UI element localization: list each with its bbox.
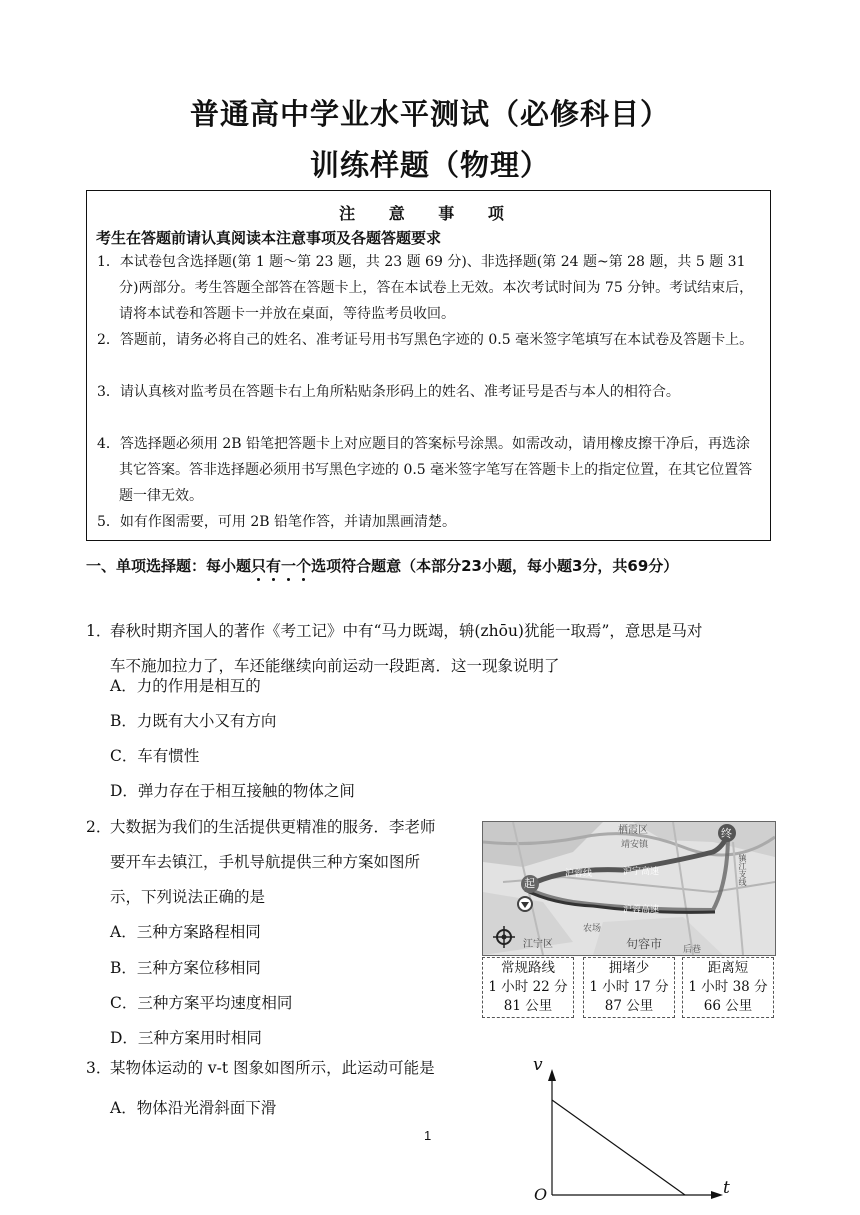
map-label: 镇江支线 — [738, 854, 747, 886]
route-option-card — [682, 957, 774, 1018]
t-axis-label: t — [723, 1178, 730, 1198]
option-d[interactable]: D．三种方案用时相同 — [110, 1029, 262, 1047]
notice-box — [86, 190, 771, 541]
page-number: 1 — [424, 1128, 432, 1143]
map-label: 农场 — [583, 924, 602, 934]
option-b[interactable]: B．力既有大小又有方向 — [110, 712, 277, 730]
map-label: 栖霞区 — [618, 825, 648, 836]
notice-item: 3．请认真核对监考员在答题卡右上角所粘贴条形码上的姓名、准考证号是否与本人的相符合。 — [97, 384, 680, 400]
end-marker: 终 — [721, 827, 732, 840]
question-text: 某物体运动的 v-t 图象如图所示，此运动可能是 — [110, 1059, 435, 1077]
option-c[interactable]: C．车有惯性 — [110, 747, 200, 765]
map-label: 后巷 — [683, 945, 702, 955]
route-distance: 87 公里 — [604, 998, 654, 1014]
map-label: 沪宁高速 — [623, 867, 660, 877]
option-b[interactable]: B．三种方案位移相同 — [110, 959, 261, 977]
route-distance: 81 公里 — [503, 998, 553, 1014]
question-text: 车不施加拉力了，车还能继续向前运动一段距离．这一现象说明了 — [110, 657, 560, 675]
origin-label: O — [534, 1185, 548, 1204]
notice-subheading: 考生在答题前请认真阅读本注意事项及各题答题要求 — [96, 229, 442, 247]
question-number: 2． — [86, 818, 112, 836]
emphasis-char: 只 — [251, 557, 267, 575]
option-a[interactable]: A．力的作用是相互的 — [110, 677, 261, 695]
question-3 — [86, 1051, 435, 1086]
question-text: 春秋时期齐国人的著作《考工记》中有“马力既竭，辀(zhōu)犹能一取焉”，意思是马对 — [110, 622, 703, 640]
route-option-card — [583, 957, 675, 1018]
option-a[interactable]: A．物体沿光滑斜面下滑 — [110, 1099, 277, 1117]
route-name: 拥堵少 — [608, 960, 650, 976]
map-label: 江宁区 — [523, 939, 553, 950]
exam-subtitle: 训练样题（物理） — [309, 148, 550, 182]
question-text: 要开车去镇江，手机导航提供三种方案如图所 — [110, 853, 421, 871]
map-label: 靖安镇 — [621, 840, 649, 850]
notice-item: 2．答题前，请务必将自己的姓名、准考证号用书写黑色字迹的 0.5 毫米签字笔填写在本试卷及答题卡上。 — [97, 332, 754, 348]
route-time: 1 小时 38 分 — [688, 979, 768, 995]
option-d[interactable]: D．弹力存在于相互接触的物体之间 — [110, 782, 355, 800]
section-heading-text: 一、单项选择题：每小题 — [86, 557, 252, 575]
question-2 — [86, 810, 436, 915]
notice-heading: 注 意 事 项 — [339, 204, 518, 223]
option-c[interactable]: C．三种方案平均速度相同 — [110, 994, 293, 1012]
map-label: 句容市 — [626, 937, 663, 951]
emphasis-char: 一 — [281, 557, 297, 575]
question-text: 大数据为我们的生活提供更精准的服务．李老师 — [110, 818, 436, 836]
v-axis-label: v — [533, 1055, 543, 1075]
notice-item: 1．本试卷包含选择题(第 1 题～第 23 题，共 23 题 69 分)、非选择题(第 24 题~第 28 题，共 5 题 31 分)两部分。考生答题全部答在答题卡上，答在本试卷上无效。本次考试时间为 75 分钟。考试结束后，请将本试卷和答题卡一并放在桌面，等待监考员收回。 — [97, 254, 754, 322]
route-distance: 66 公里 — [703, 998, 753, 1014]
notice-item: 5．如有作图需要，可用 2B 铅笔作答，并请加黑画清楚。 — [97, 514, 457, 530]
route-option-card — [482, 957, 574, 1018]
section-heading — [86, 555, 678, 576]
route-name: 常规路线 — [501, 960, 555, 976]
emphasis-char: 有 — [266, 557, 282, 575]
route-time: 1 小时 22 分 — [488, 979, 568, 995]
vt-graph — [525, 1055, 735, 1209]
question-number: 1． — [86, 622, 112, 640]
route-name: 距离短 — [707, 960, 749, 976]
emphasis-char: 个 — [296, 557, 312, 575]
notice-item: 4．答选择题必须用 2B 铅笔把答题卡上对应题目的答案标号涂黑。如需改动，请用橡皮擦干净后，再选涂其它答案。答非选择题必须用书写黑色字迹的 0.5 毫米签字笔写在答题卡上的指定位置，在其它位置答题一律无效。 — [97, 436, 753, 504]
map-label: 沪蓉高速 — [623, 905, 660, 915]
question-text: 示，下列说法正确的是 — [110, 888, 266, 906]
start-marker: 起 — [524, 877, 535, 890]
route-time: 1 小时 17 分 — [589, 979, 669, 995]
question-number: 3． — [86, 1059, 112, 1077]
section-heading-text: 选项符合题意（本部分23小题，每小题3分，共69分） — [311, 557, 679, 575]
option-a[interactable]: A．三种方案路程相同 — [110, 923, 261, 941]
map-label: 沪蓉线 — [565, 869, 593, 879]
exam-title: 普通高中学业水平测试（必修科目） — [189, 97, 670, 131]
navigation-map — [482, 821, 776, 956]
